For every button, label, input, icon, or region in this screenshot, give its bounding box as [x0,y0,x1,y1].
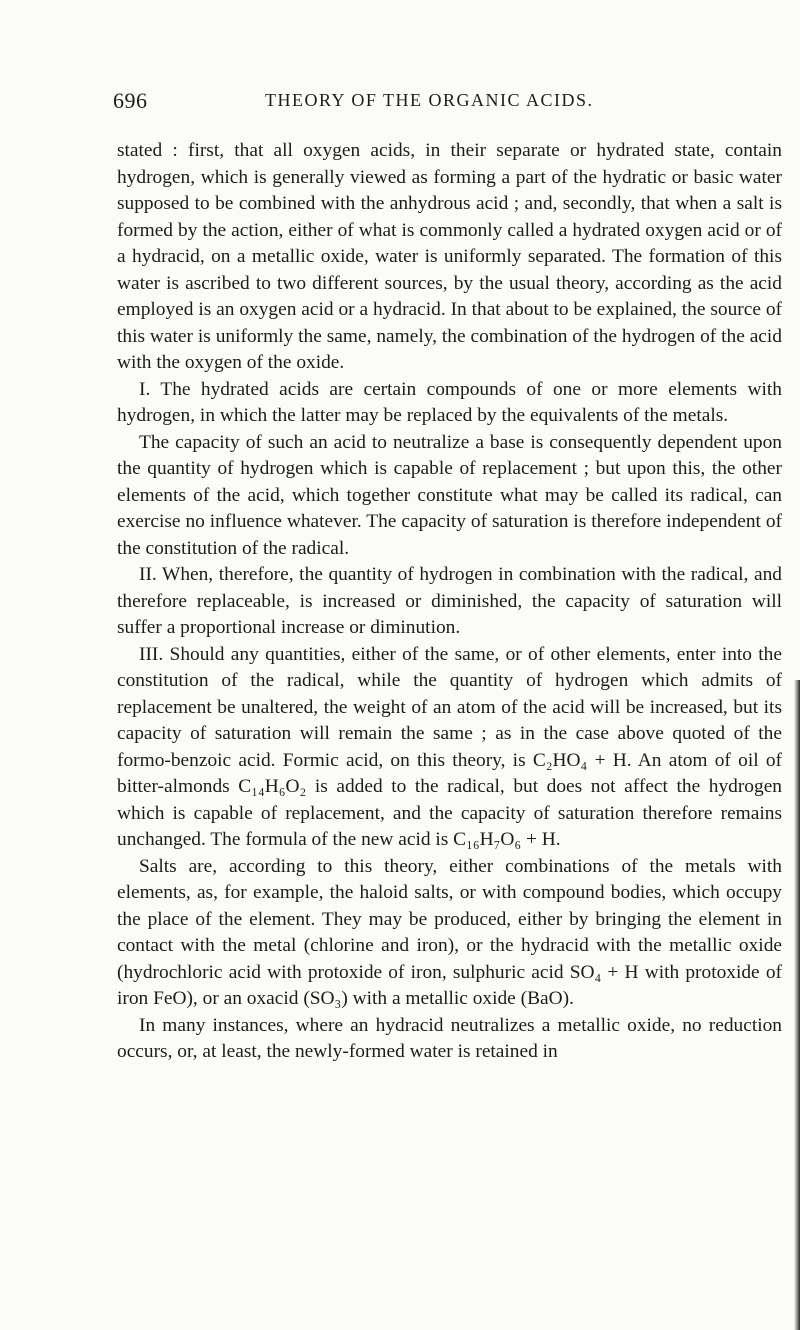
paragraph-principle-2: II. When, therefore, the quantity of hydrogen in combination with the radical, and therefore replaceable, is increased or diminished, the capacity of saturation will suffer a proportional increase or diminution. [117,564,782,638]
paragraph-salts: Salts are, according to this theory, either combinations of the metals with elements, as, for example, the haloid salts, or with compound bodies, which occupy the place of the element. They may be produced, either by bringing the element in contact with the metal (chlorine and iron), or the hydracid with the metallic oxide (hydrochloric acid with protoxide of iron, sulphuric acid SO₄ + H with protoxide of iron FeO), or an oxacid (SO₃) with a metallic oxide (BaO). [117,855,782,1009]
page-header [113,88,782,118]
paragraph-principle-1: I. The hydrated acids are certain compounds of one or more elements with hydrogen, in which the latter may be replaced by the equivalents of the metals. [117,378,782,426]
paragraph-continuation: stated : first, that all oxygen acids, in their separate or hydrated state, contain hydrogen, which is generally viewed as forming a part of the hydratic or basic water supposed to be combined with the anhydrous acid ; and, secondly, that when a salt is formed by the action, either of what is commonly called a hydrated oxygen acid or of a hydracid, on a metallic oxide, water is uniformly separated. The formation of this water is ascribed to two different sources, by the usual theory, according as the acid employed is an oxygen acid or a hydracid. In that about to be explained, the source of this water is uniformly the same, namely, the combination of the hydrogen of the acid with the oxygen of the oxide. [117,140,782,373]
page-number: 696 [113,88,148,113]
body-text [117,138,782,1066]
page-edge-shadow [794,680,800,1330]
running-head: THEORY OF THE ORGANIC ACIDS. [265,90,594,110]
paragraph-capacity: The capacity of such an acid to neutralize a base is consequently dependent upon the quantity of hydrogen which is capable of replacement ; but upon this, the other elements of the acid, which together constitute what may be called its radical, can exercise no influence whatever. The capacity of saturation is therefore independent of the constitution of the radical. [117,431,782,559]
book-page [113,88,782,1066]
paragraph-hydracid: In many instances, where an hydracid neutralizes a metallic oxide, no reduction occurs, or, at least, the newly-formed water is retained in [117,1014,782,1062]
paragraph-principle-3: III. Should any quantities, either of the same, or of other elements, enter into the constitution of the radical, while the quantity of hydrogen which admits of replacement be unaltered, the weight of an atom of the acid will be increased, but its capacity of saturation will remain the same ; as in the case above quoted of the formo-benzoic acid. Formic acid, on this theory, is C₂HO₄ + H. An atom of oil of bitter-almonds C₁₄H₆O₂ is added to the radical, but does not affect the hydrogen which is capable of replacement, and the capacity of saturation therefore remains unchanged. The formula of the new acid is C₁₆H₇O₆ + H. [117,643,782,850]
